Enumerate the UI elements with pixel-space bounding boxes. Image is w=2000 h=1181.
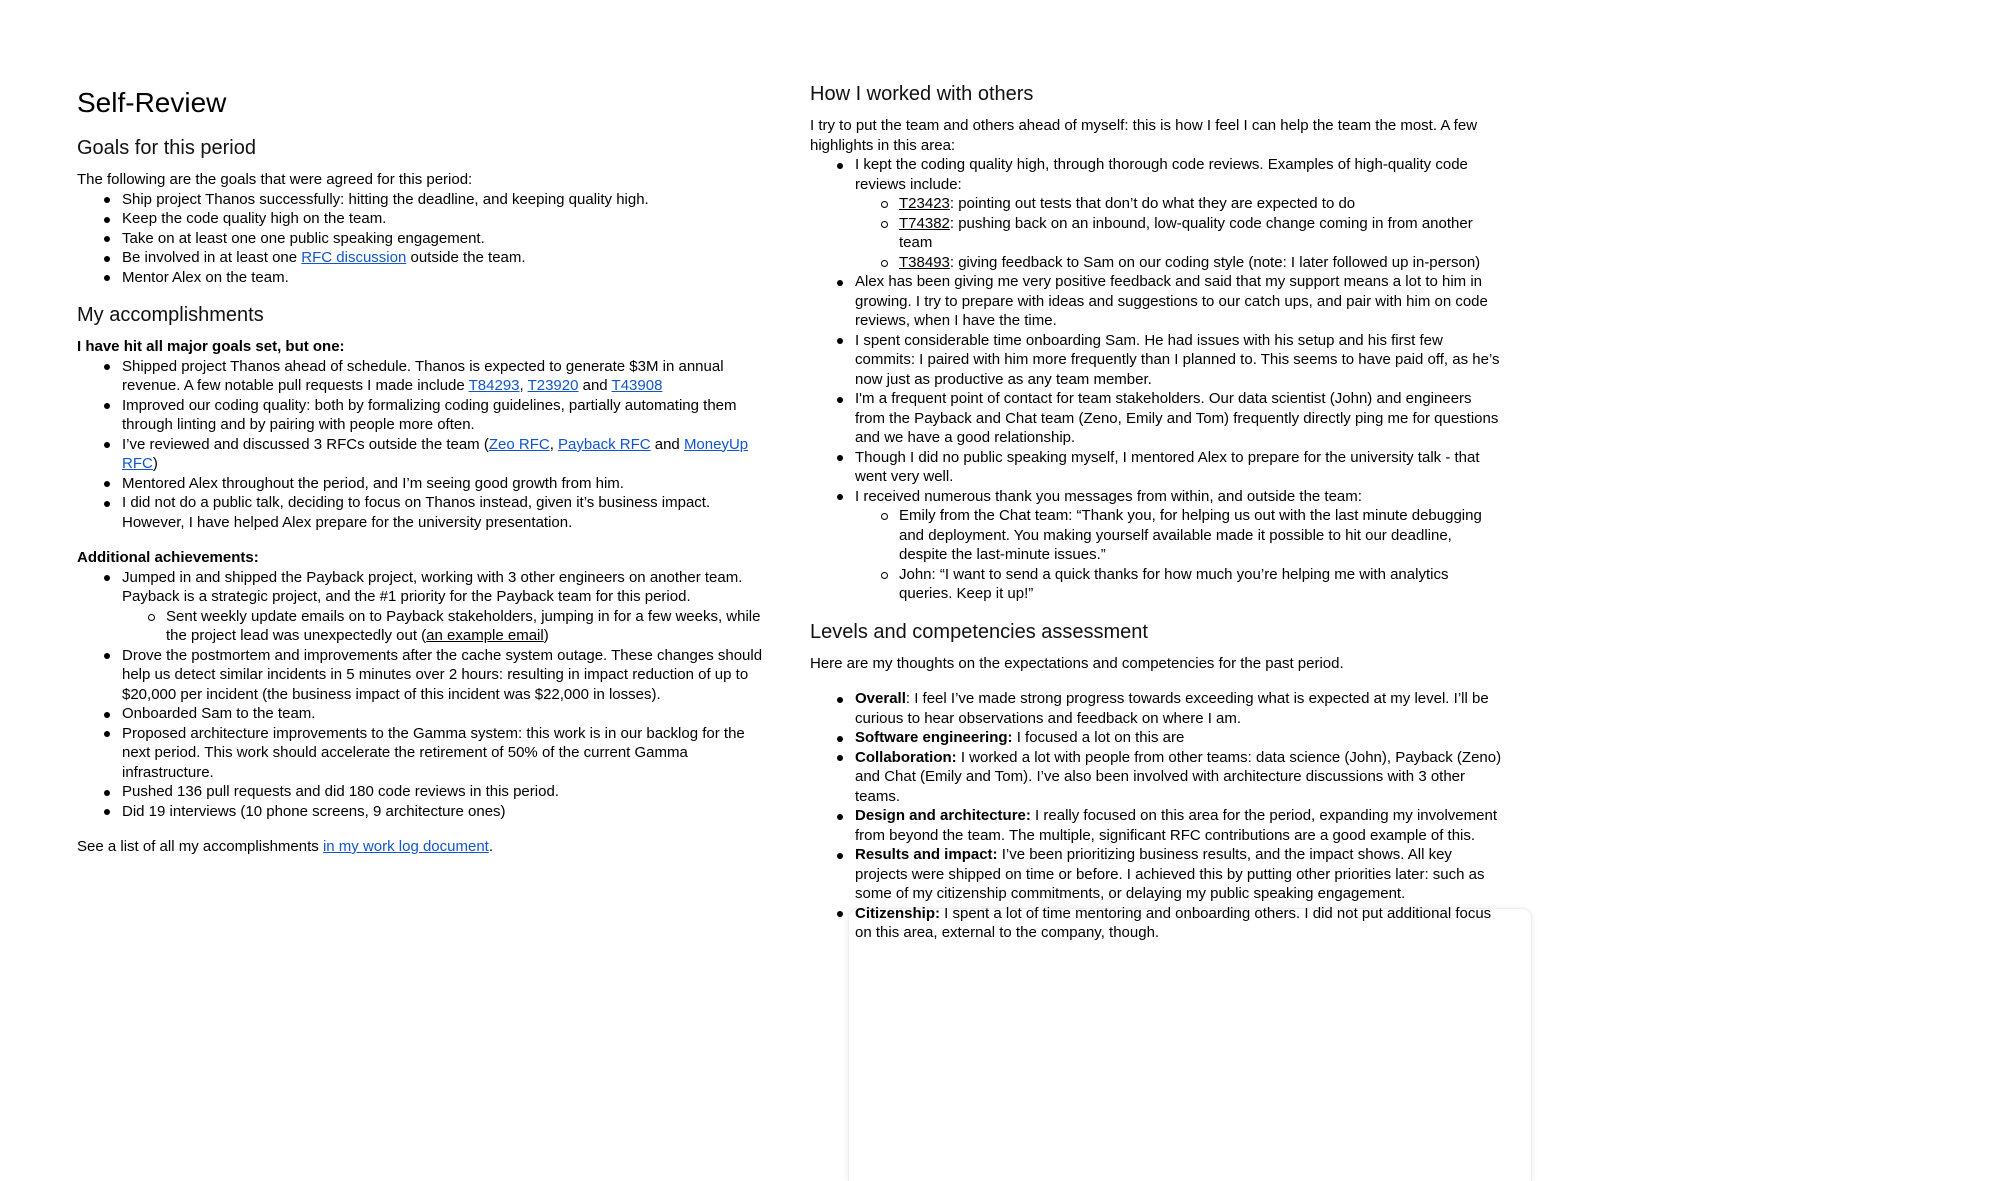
text-run: and	[650, 435, 684, 453]
list-item	[77, 248, 769, 268]
text-run: Improved our coding quality: both by formalizing coding guidelines, partially automating them through linting and by pairing with people more often.	[122, 396, 737, 433]
text-run: Proposed architecture improvements to the Gamma system: this work is in our backlog for the next period. This work should accelerate the retirement of 50% of the current Gamma infrastructure.	[122, 724, 745, 781]
text-run: I received numerous thank you messages from within, and outside the team:	[855, 487, 1362, 505]
sub-list-item	[855, 253, 1502, 273]
text-run: Onboarded Sam to the team.	[122, 705, 316, 722]
text-run: Emily from the Chat team: “Thank you, for helping us out with the last minute debugging and deployment. You making yourself available made it possible to hit our deadline, despite the last-minute issues.”	[899, 507, 1482, 563]
bold-text: Citizenship:	[855, 904, 940, 922]
link[interactable]: an example email	[426, 627, 544, 644]
list-item	[77, 209, 769, 229]
list-item	[810, 689, 1502, 728]
text-run: )	[543, 627, 549, 644]
spacer	[77, 532, 769, 548]
paragraph	[77, 170, 769, 190]
paragraph	[810, 116, 1502, 155]
text-run: Sent weekly update emails on to Payback stakeholders, jumping in for a few weeks, while the project lead was unexpectedly out (	[166, 607, 761, 644]
section-heading: Levels and competencies assessment	[810, 620, 1148, 643]
list-item	[77, 435, 769, 474]
bullet-list	[77, 357, 769, 533]
link[interactable]: T43908	[611, 377, 663, 394]
bold-text: Design and architecture:	[855, 807, 1031, 824]
text-run: I did not do a public talk, deciding to focus on Thanos instead, given it’s business impact. However, I have helped Alex prepare for the university presentation.	[122, 494, 711, 531]
text-run: Shipped project Thanos ahead of schedule. Thanos is expected to generate $3M in annual revenue. A few notable pull requests I made include	[122, 357, 724, 394]
text-run: I focused a lot on this are	[1012, 729, 1185, 746]
sub-list-item	[855, 214, 1502, 253]
list-item	[810, 448, 1502, 487]
list-item	[77, 802, 769, 822]
section-heading: How I worked with others	[810, 83, 1034, 105]
text-run: : giving feedback to Sam on our coding style (note: I later followed up in-person)	[949, 253, 1481, 271]
text-run: Be involved in at least one	[122, 249, 302, 266]
text-run: .	[488, 838, 494, 855]
next-page-edge	[848, 908, 1532, 1181]
sub-bullet-list	[122, 607, 769, 646]
link[interactable]: T74382	[899, 214, 950, 232]
spacer	[810, 673, 1502, 689]
text-run: : pushing back on an inbound, low-quality code change coming in from another team	[899, 214, 1473, 251]
document-column-right	[810, 82, 1502, 943]
list-item	[810, 331, 1502, 390]
text-run: Keep the code quality high on the team.	[122, 210, 387, 227]
text-run: I spent a lot of time mentoring and onboarding others. I did not put additional focus on this area, external to the company, though.	[855, 904, 1492, 941]
sub-list-item	[855, 565, 1502, 604]
sub-bullet-list	[855, 194, 1502, 272]
text-run: I really focused on this area for the period, expanding my involvement from beyond the team. The multiple, significant RFC contributions are a good example of this.	[855, 807, 1497, 844]
text-run: I’ve reviewed and discussed 3 RFCs outside the team (	[122, 435, 489, 453]
text-run: I try to put the team and others ahead of myself: this is how I feel I can help the team the most. A few highlights in this area:	[810, 117, 1478, 154]
list-item	[810, 487, 1502, 604]
bold-text: I have hit all major goals set, but one:	[77, 338, 345, 355]
list-item	[77, 704, 769, 724]
list-item	[77, 190, 769, 210]
text-run: I spent considerable time onboarding Sam. He had issues with his setup and his first few commits: I paired with him more frequently than I planned to. This seems to have paid off, as he’s now just as productive as any team member.	[855, 331, 1500, 388]
link[interactable]: T23920	[527, 377, 579, 394]
text-run: I'm a frequent point of contact for team stakeholders. Our data scientist (John) and engineers from the Payback and Chat team (Zeno, Emily and Tom) frequently directly ping me for questions and we have a good relationship.	[855, 390, 1499, 446]
text-run: outside the team.	[406, 249, 526, 266]
text-run: I kept the coding quality high, through thorough code reviews. Examples of high-quality code reviews include:	[855, 156, 1468, 193]
link[interactable]: MoneyUp RFC	[122, 435, 749, 472]
text-run: )	[152, 455, 158, 472]
text-run: Drove the postmortem and improvements after the cache system outage. These changes should help us detect similar incidents in 5 minutes over 2 hours: resulting in impact reduction of up to $20,000 per incident (the business impact of this incident was $22,000 in losses).	[122, 646, 763, 703]
section-heading: Goals for this period	[77, 137, 256, 159]
list-item	[810, 272, 1502, 331]
link[interactable]: T38493	[899, 253, 950, 271]
text-run: Here are my thoughts on the expectations and competencies for the past period.	[810, 654, 1344, 672]
text-run: and	[578, 377, 612, 394]
text-run: The following are the goals that were agreed for this period:	[77, 171, 473, 188]
bold-text: Results and impact:	[855, 846, 998, 863]
text-run: Mentor Alex on the team.	[122, 268, 289, 286]
text-run: Jumped in and shipped the Payback project, working with 3 other engineers on another team. Payback is a strategic project, and the #1 priority for the Payback team for this period.	[122, 568, 743, 605]
list-item	[77, 229, 769, 249]
text-run: Take on at least one one public speaking engagement.	[122, 229, 485, 247]
section-heading: My accomplishments	[77, 304, 264, 326]
text-run: Did 19 interviews (10 phone screens, 9 architecture ones)	[122, 802, 506, 820]
list-item	[77, 568, 769, 646]
bullet-list	[810, 689, 1502, 943]
document-title: Self-Review	[77, 87, 227, 118]
link[interactable]: T23423	[899, 195, 950, 212]
text-run: Alex has been giving me very positive feedback and said that my support means a lot to him in growing. I try to prepare with ideas and suggestions to our catch ups, and pair with him on code reviews, when I have the time.	[855, 273, 1488, 329]
bold-text: Additional achievements:	[77, 549, 259, 566]
link[interactable]: Payback RFC	[558, 435, 651, 453]
bold-text: Software engineering:	[855, 729, 1013, 746]
bold-text: Collaboration:	[855, 748, 957, 766]
text-run: : pointing out tests that don’t do what they are expected to do	[949, 195, 1356, 212]
bullet-list	[810, 155, 1502, 604]
link[interactable]: RFC discussion	[301, 249, 407, 266]
paragraph	[810, 654, 1502, 674]
spacer	[77, 821, 769, 837]
text-run: See a list of all my accomplishments	[77, 838, 323, 855]
list-item	[810, 904, 1502, 943]
list-item	[810, 806, 1502, 845]
text-run: Ship project Thanos successfully: hitting the deadline, and keeping quality high.	[122, 190, 649, 208]
list-item	[77, 724, 769, 783]
list-item	[77, 396, 769, 435]
text-run: ,	[519, 377, 528, 394]
text-run: : I feel I’ve made strong progress towards exceeding what is expected at my level. I’ll be curious to hear observations and feedback on where I am.	[855, 690, 1489, 727]
sub-bullet-list	[855, 506, 1502, 604]
bullet-list	[77, 190, 769, 288]
paragraph	[77, 837, 769, 857]
list-item	[810, 728, 1502, 748]
list-item	[77, 646, 769, 705]
text-run: ,	[549, 435, 559, 453]
list-item	[810, 155, 1502, 272]
list-item	[77, 493, 769, 532]
list-item	[77, 268, 769, 288]
paragraph	[77, 548, 769, 568]
list-item	[77, 357, 769, 396]
text-run: I’ve been prioritizing business results, and the impact shows. All key projects were shipped on time or before. I achieved this by putting other priorities later: such as some of my citizenship commitments, or delaying my public speaking engagement.	[855, 846, 1485, 902]
text-run: John: “I want to send a quick thanks for how much you’re helping me with analytics queries. Keep it up!”	[899, 565, 1449, 602]
list-item	[810, 748, 1502, 807]
list-item	[77, 782, 769, 802]
bold-text: Overall	[855, 690, 906, 707]
link[interactable]: Zeo RFC	[488, 435, 550, 453]
document-column-left	[77, 86, 769, 857]
paragraph	[77, 337, 769, 357]
text-run: Though I did no public speaking myself, I mentored Alex to prepare for the university talk - that went very well.	[855, 448, 1480, 485]
link[interactable]: T84293	[468, 377, 520, 394]
list-item	[810, 389, 1502, 448]
sub-list-item	[855, 506, 1502, 565]
bullet-list	[77, 568, 769, 822]
text-run: I worked a lot with people from other teams: data science (John), Payback (Zeno) and Chat (Emily and Tom). I’ve also been involved with architecture discussions with 3 other teams.	[855, 748, 1502, 805]
text-run: Pushed 136 pull requests and did 180 code reviews in this period.	[122, 783, 559, 800]
list-item	[810, 845, 1502, 904]
link[interactable]: in my work log document	[322, 838, 489, 855]
sub-list-item	[122, 607, 769, 646]
list-item	[77, 474, 769, 494]
text-run: Mentored Alex throughout the period, and I’m seeing good growth from him.	[122, 474, 624, 492]
sub-list-item	[855, 194, 1502, 214]
